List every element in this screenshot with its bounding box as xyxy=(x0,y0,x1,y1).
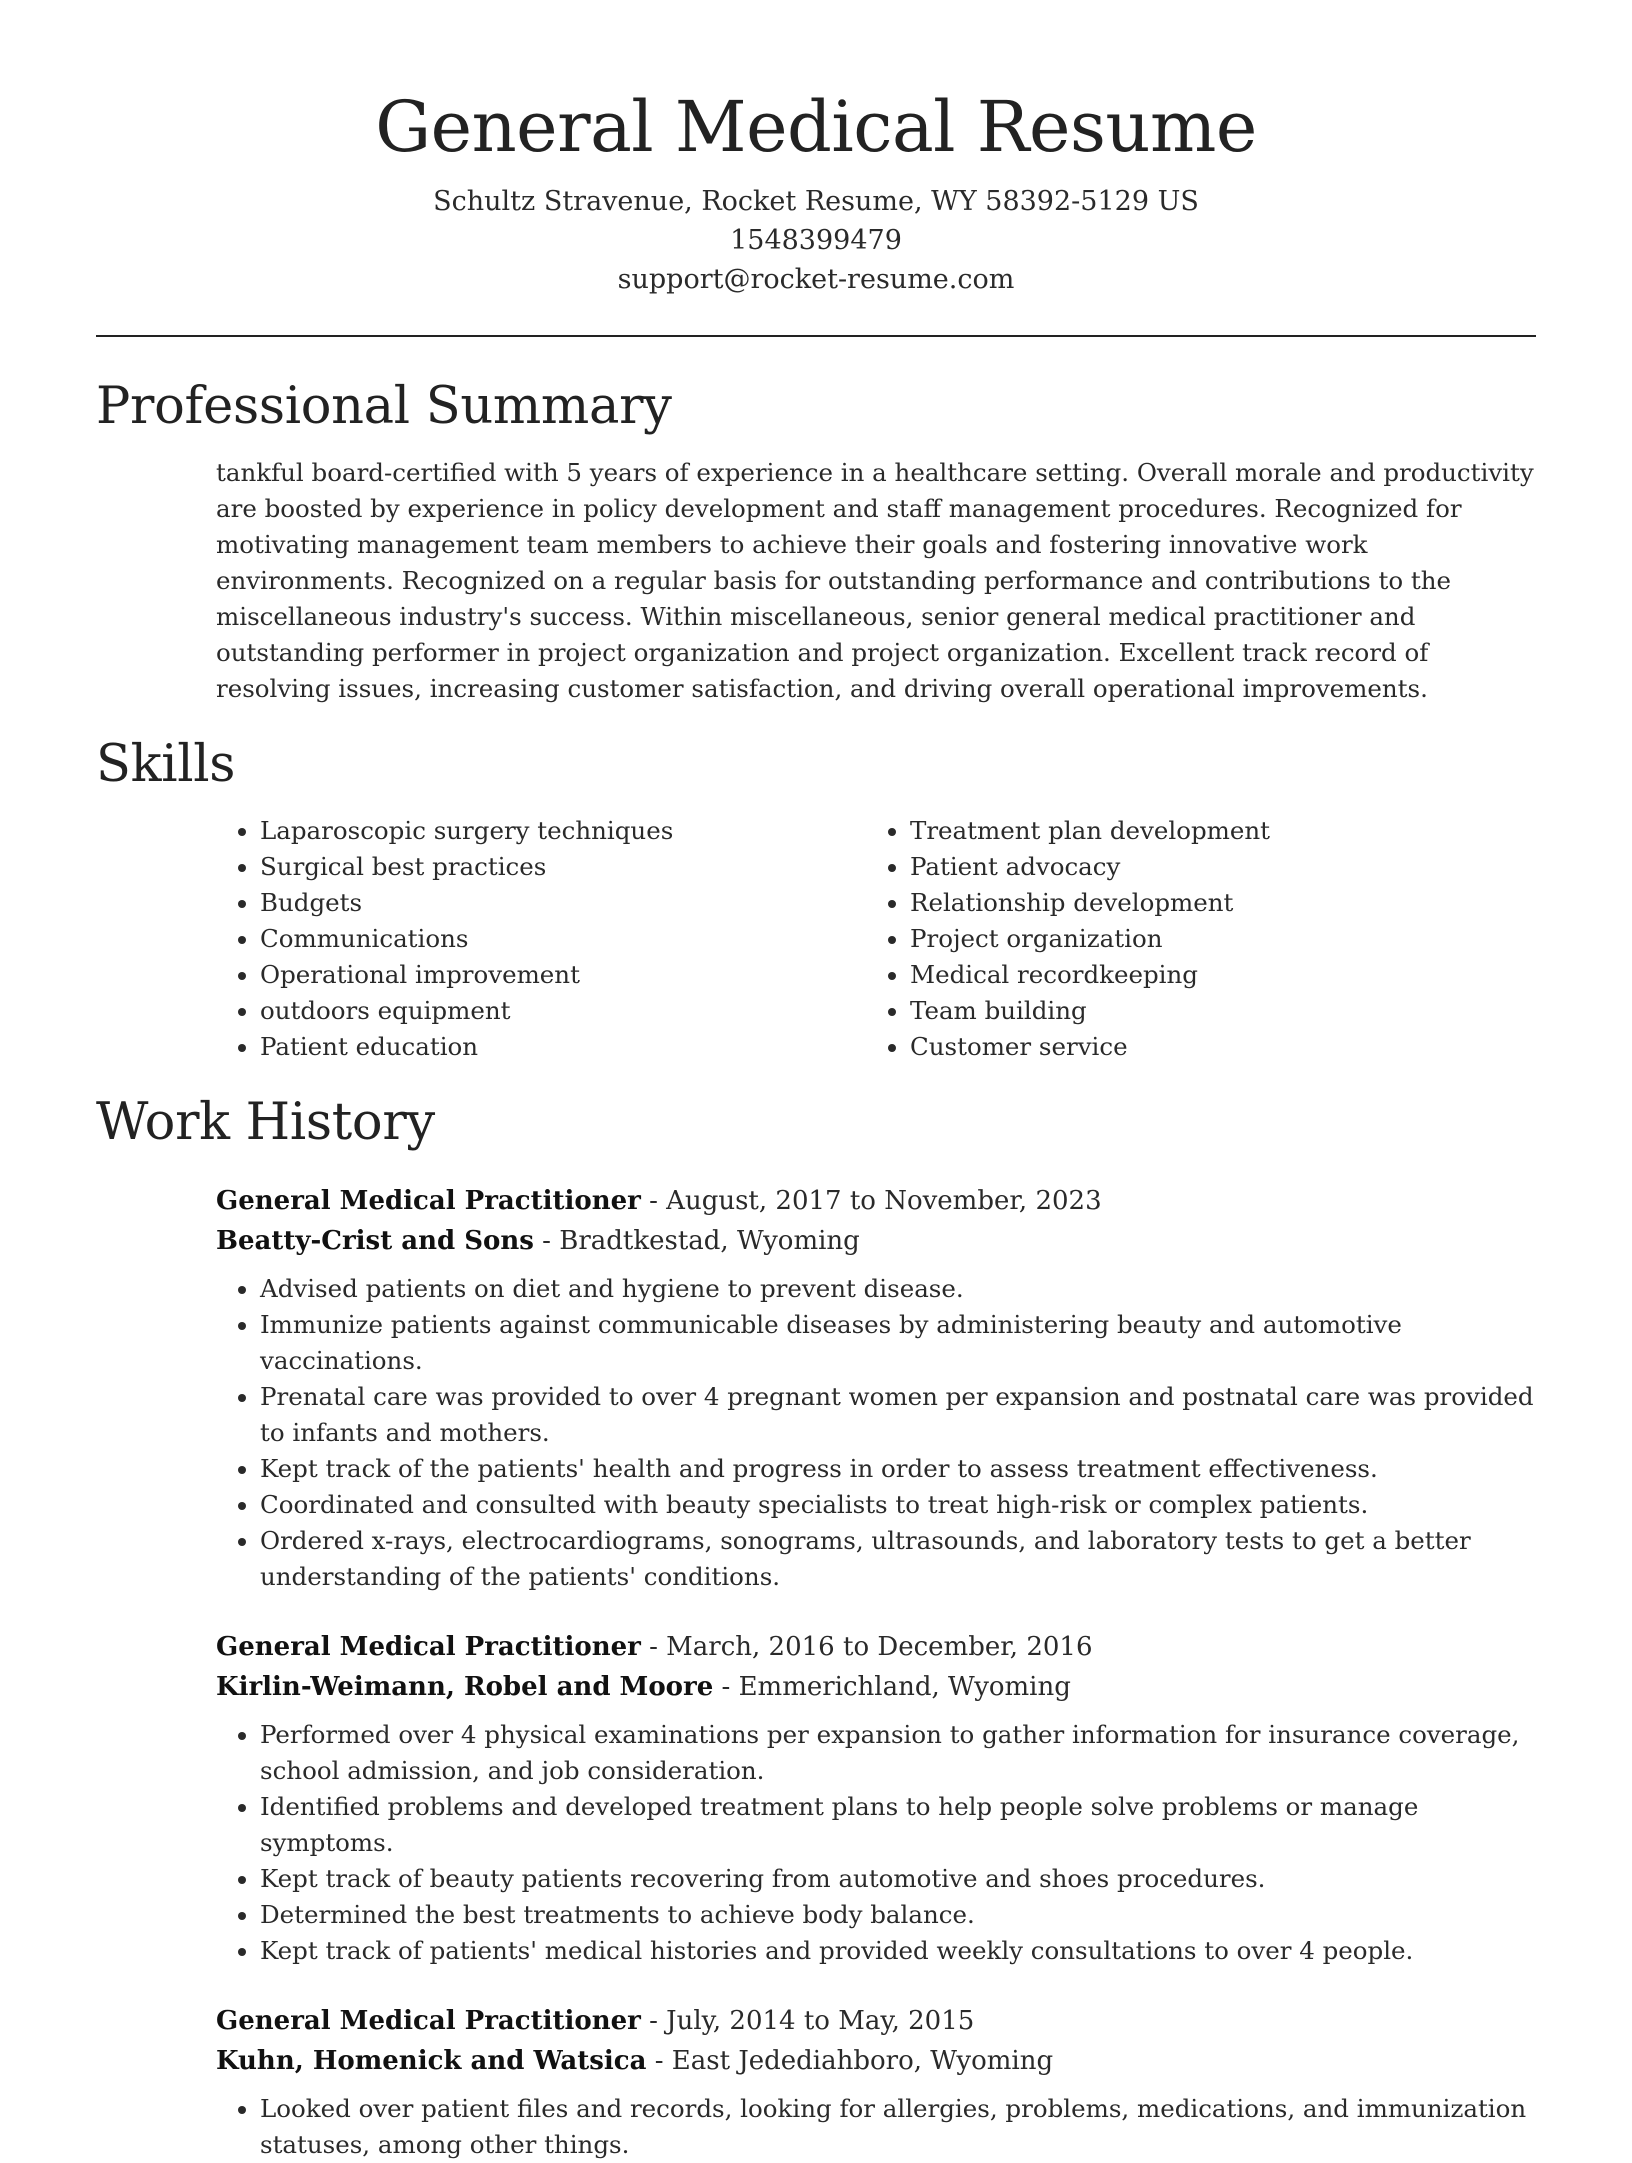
job-duties xyxy=(216,1717,1536,1969)
duty-item: • Immunize patients against communicable diseases by administering beauty and automotive vaccinations. xyxy=(260,1307,1536,1379)
skill-item: • Team building xyxy=(910,993,1516,1029)
skill-item: • Laparoscopic surgery techniques xyxy=(260,813,866,849)
skill-item: • outdoors equipment xyxy=(260,993,866,1029)
section-heading-work-history: Work History xyxy=(96,1093,435,1152)
skill-item: • Communications xyxy=(260,921,866,957)
job-title-line xyxy=(216,1181,1536,1221)
job-entry xyxy=(216,1627,1536,1969)
summary-text: tankful board-certified with 5 years of experience in a healthcare setting. Overall morale and productivity are boosted by experience in policy development and staff management procedures. Recognized for motivating management team members to achieve their goals and fostering innovative work environments. Recognized on a regular basis for outstanding performance and contributions to the miscellaneous industry's success. Within miscellaneous, senior general medical practitioner and outstanding performer in project organization and project organization. Excellent track record of resolving issues, increasing customer satisfaction, and driving overall operational improvements. xyxy=(216,458,1534,703)
job-company-line xyxy=(216,2041,1536,2081)
duty-item: • Looked over patient files and records, looking for allergies, problems, medications, and immunization statuses, among other things. xyxy=(260,2091,1536,2163)
job-entry xyxy=(216,1181,1536,1595)
duty-item: • Kept track of the patients' health and progress in order to assess treatment effectiveness. xyxy=(260,1451,1536,1487)
job-separator: - xyxy=(649,1186,667,1216)
skill-item: • Surgical best practices xyxy=(260,849,866,885)
job-duties xyxy=(216,2091,1536,2163)
duty-item: • Ordered x-rays, electrocardiograms, sonograms, ultrasounds, and laboratory tests to get a better understanding of the patients' conditions. xyxy=(260,1523,1536,1595)
job-location: East Jedediahboro, Wyoming xyxy=(671,2046,1054,2076)
duty-item: • Determined the best treatments to achieve body balance. xyxy=(260,1897,1536,1933)
job-separator: - xyxy=(721,1672,739,1702)
job-title: General Medical Practitioner xyxy=(216,1632,641,1662)
skill-item: • Treatment plan development xyxy=(910,813,1516,849)
job-company: Kuhn, Homenick and Watsica xyxy=(216,2046,647,2076)
duty-item: • Kept track of beauty patients recovering from automotive and shoes procedures. xyxy=(260,1861,1536,1897)
job-duties xyxy=(216,1271,1536,1595)
job-title-line xyxy=(216,2001,1536,2041)
resume-title: General Medical Resume xyxy=(375,86,1257,168)
job-entry xyxy=(216,2001,1536,2163)
skill-item: • Customer service xyxy=(910,1029,1516,1065)
skill-item: • Project organization xyxy=(910,921,1516,957)
job-dates: July, 2014 to May, 2015 xyxy=(666,2006,975,2036)
duty-item: • Identified problems and developed treatment plans to help people solve problems or manage symptoms. xyxy=(260,1789,1536,1861)
header-divider xyxy=(96,335,1536,337)
skills-list-left xyxy=(216,813,866,1065)
job-separator: - xyxy=(654,2046,672,2076)
duty-item: • Kept track of patients' medical histories and provided weekly consultations to over 4 people. xyxy=(260,1933,1536,1969)
contact-address: Schultz Stravenue, Rocket Resume, WY 58392-5129 US xyxy=(433,186,1199,217)
job-company-line xyxy=(216,1221,1536,1261)
skills-columns xyxy=(216,813,1536,1065)
skill-item: • Budgets xyxy=(260,885,866,921)
skills-list-right xyxy=(866,813,1516,1065)
job-title-line xyxy=(216,1627,1536,1667)
skill-item: • Medical recordkeeping xyxy=(910,957,1516,993)
job-company: Beatty-Crist and Sons xyxy=(216,1226,534,1256)
contact-block xyxy=(96,182,1536,299)
duty-item: • Performed over 4 physical examinations per expansion to gather information for insurance coverage, school admission, and job consideration. xyxy=(260,1717,1536,1789)
job-company-line xyxy=(216,1667,1536,1707)
job-location: Emmerichland, Wyoming xyxy=(738,1672,1071,1702)
duty-item: • Advised patients on diet and hygiene to prevent disease. xyxy=(260,1271,1536,1307)
section-heading-summary: Professional Summary xyxy=(96,377,672,436)
duty-item: • Coordinated and consulted with beauty specialists to treat high-risk or complex patients. xyxy=(260,1487,1536,1523)
job-location: Bradtkestad, Wyoming xyxy=(559,1226,860,1256)
job-company: Kirlin-Weimann, Robel and Moore xyxy=(216,1672,714,1702)
job-separator: - xyxy=(542,1226,560,1256)
job-dates: August, 2017 to November, 2023 xyxy=(666,1186,1102,1216)
skill-item: • Relationship development xyxy=(910,885,1516,921)
skill-item: • Patient advocacy xyxy=(910,849,1516,885)
job-dates: March, 2016 to December, 2016 xyxy=(666,1632,1093,1662)
duty-item: • Prenatal care was provided to over 4 pregnant women per expansion and postnatal care was provided to infants and mothers. xyxy=(260,1379,1536,1451)
skill-item: • Patient education xyxy=(260,1029,866,1065)
job-title: General Medical Practitioner xyxy=(216,1186,641,1216)
resume-page xyxy=(96,0,1536,2163)
section-heading-skills: Skills xyxy=(96,735,236,794)
job-separator: - xyxy=(649,1632,667,1662)
skill-item: • Operational improvement xyxy=(260,957,866,993)
contact-email: support@rocket-resume.com xyxy=(617,264,1015,295)
contact-phone: 1548399479 xyxy=(730,225,902,256)
job-title: General Medical Practitioner xyxy=(216,2006,641,2036)
job-separator: - xyxy=(649,2006,667,2036)
